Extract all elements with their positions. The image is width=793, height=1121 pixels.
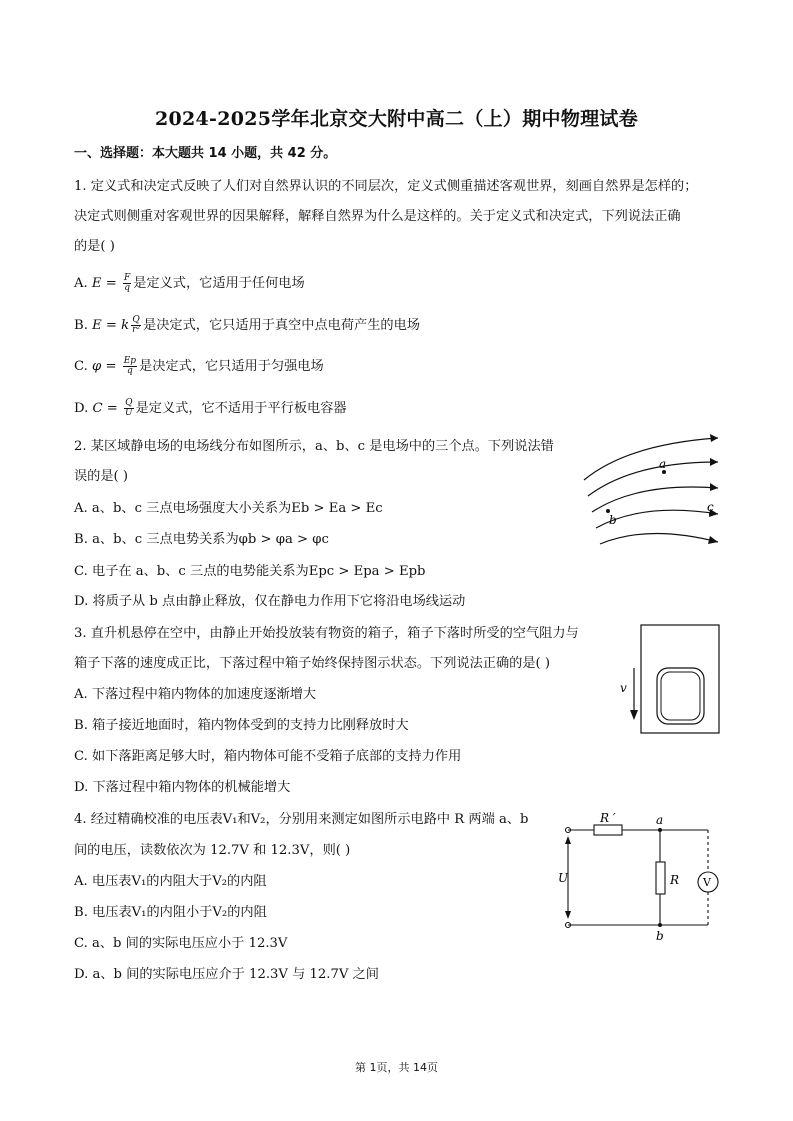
q2-option-c: C. 电子在 a、b、c 三点的电势能关系为Epc > Epa > Epb: [74, 564, 426, 579]
label-r: R: [670, 873, 680, 887]
option-text: 是决定式，它只适用于匀强电场: [139, 359, 324, 374]
arrow-head: [710, 434, 718, 442]
denominator: q: [124, 283, 130, 293]
option-label: D.: [74, 401, 93, 416]
field-line: [592, 487, 718, 512]
q1-option-c: [74, 357, 324, 376]
option-text: 是决定式，它只适用于真空中点电荷产生的电场: [143, 318, 420, 333]
resistor-r-prime: [594, 825, 622, 835]
q2-option-b: B. a、b、c 三点电势关系为φb > φa > φc: [74, 532, 329, 547]
q1-stem-line2: 决定式则侧重对客观世界的因果解释，解释自然界为什么是这样的。关于定义式和决定式，下列说法正确: [74, 209, 681, 224]
formula-lhs: C =: [92, 401, 123, 416]
label-u: U: [558, 871, 569, 885]
fraction: [124, 399, 134, 418]
formula-lhs: E = k: [92, 318, 130, 333]
q2-stem-line2: 误的是( ): [74, 469, 129, 484]
q1-option-b: [74, 316, 420, 335]
node-b: [658, 923, 662, 927]
arrow-head: [710, 458, 718, 466]
q1-option-a: [74, 274, 305, 293]
q2-option-d: D. 将质子从 b 点由静止释放，仅在静电力作用下它将沿电场线运动: [74, 594, 466, 609]
cargo-outer: [657, 668, 704, 724]
label-a: a: [656, 813, 664, 827]
q3-option-c: C. 如下落距离足够大时，箱内物体可能不受箱子底部的支持力作用: [74, 749, 462, 764]
q4-stem-line1: 4. 经过精确校准的电压表V₁和V₂，分别用来测定如图所示电路中 R 两端 a、b: [74, 812, 529, 827]
node-a: [658, 828, 662, 832]
numerator: Q: [125, 398, 133, 408]
cargo-inner: [661, 672, 700, 720]
numerator: Ep: [123, 356, 137, 366]
page-title: 2024-2025学年北京交大附中高二（上）期中物理试卷: [154, 108, 639, 130]
option-text: 是定义式，它不适用于平行板电容器: [135, 401, 347, 416]
arrow-head: [710, 483, 718, 491]
fraction: [123, 274, 131, 293]
resistor-r: [656, 862, 665, 894]
label-voltmeter: V: [703, 876, 711, 889]
numerator: Q: [132, 315, 140, 325]
q3-stem-line2: 箱子下落的速度成正比，下落过程中箱子始终保持图示状态。下列说法正确的是( ): [74, 656, 551, 671]
label-b: b: [609, 513, 617, 527]
q4-option-c: C. a、b 间的实际电压应小于 12.3V: [74, 936, 288, 951]
denominator: r²: [132, 325, 141, 335]
q1-option-d: [74, 399, 347, 418]
q3-stem-line1: 3. 直升机悬停在空中，由静止开始投放装有物资的箱子，箱子下落时所受的空气阻力与: [74, 626, 579, 641]
q2-option-a: A. a、b、c 三点电场强度大小关系为Eb > Ea > Ec: [74, 501, 383, 516]
formula-lhs: E =: [91, 276, 121, 291]
option-label: A.: [74, 276, 92, 291]
arrow-head: [565, 836, 571, 844]
option-label: B.: [74, 318, 93, 333]
fraction: [123, 357, 137, 376]
denominator: q: [126, 366, 133, 376]
field-line: [588, 462, 718, 496]
q4-option-b: B. 电压表V₁的内阻小于V₂的内阻: [74, 905, 267, 920]
section-heading: 一、选择题：本大题共 14 小题，共 42 分。: [74, 146, 337, 161]
label-v: v: [620, 681, 627, 695]
q3-option-b: B. 箱子接近地面时，箱内物体受到的支持力比刚释放时大: [74, 718, 409, 733]
option-label: C.: [74, 359, 93, 374]
denominator: U: [125, 408, 133, 418]
q1-stem-line3: 的是( ): [74, 239, 115, 254]
label-c: c: [707, 500, 714, 514]
numerator: F: [123, 273, 131, 283]
field-line: [584, 438, 718, 480]
label-b: b: [656, 929, 664, 943]
page-footer: 第 1页，共 14页: [355, 1061, 438, 1074]
field-lines-figure: [578, 432, 723, 552]
q1-stem-line1: 1. 定义式和决定式反映了人们对自然界认识的不同层次，定义式侧重描述客观世界，刻画自然界是怎样的；: [74, 179, 698, 194]
q2-stem-line1: 2. 某区域静电场的电场线分布如图所示，a、b、c 是电场中的三个点。下列说法错: [74, 439, 554, 454]
label-r-prime: R ′: [600, 811, 616, 825]
q4-stem-line2: 间的电压，读数依次为 12.7V 和 12.3V，则( ): [74, 843, 351, 858]
arrow-head: [630, 710, 638, 720]
q3-option-a: A. 下落过程中箱内物体的加速度逐渐增大: [74, 687, 317, 702]
circuit-figure: [556, 810, 726, 945]
q4-option-a: A. 电压表V₁的内阻大于V₂的内阻: [74, 874, 267, 889]
field-line: [600, 533, 718, 544]
option-text: 是定义式，它适用于任何电场: [133, 276, 305, 291]
q4-option-d: D. a、b 间的实际电压应介于 12.3V 与 12.7V 之间: [74, 967, 379, 982]
label-a: a: [659, 457, 667, 471]
box-outline: [641, 625, 719, 733]
falling-box-figure: [616, 624, 722, 736]
q3-option-d: D. 下落过程中箱内物体的机械能增大: [74, 780, 291, 795]
arrow-head: [565, 911, 571, 919]
arrow-head: [708, 536, 718, 544]
fraction: [131, 316, 141, 335]
formula-lhs: φ =: [92, 359, 121, 374]
